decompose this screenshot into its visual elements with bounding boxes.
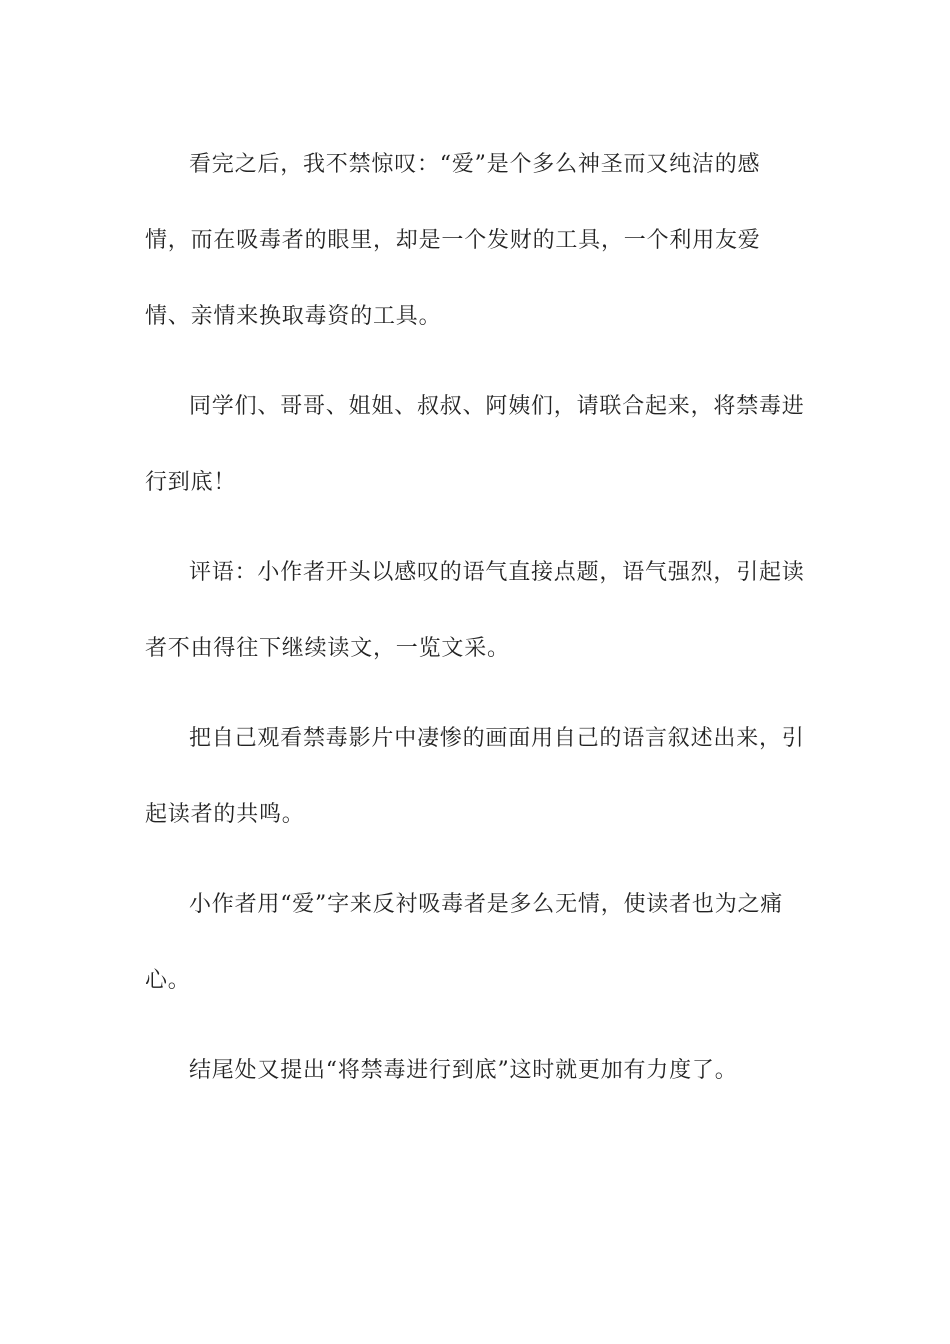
- paragraph-6: 结尾处又提出“将禁毒进行到底”这时就更加有力度了。: [189, 1058, 738, 1083]
- paragraph-2: 同学们、哥哥、姐姐、叔叔、阿姨们，请联合起来，将禁毒进行到底！: [145, 394, 805, 495]
- paragraph-1: 看完之后，我不禁惊叹：“爱”是个多么神圣而又纯洁的感情，而在吸毒者的眼里，却是一个发财的工具，一个利用友爱情、亲情来换取毒资的工具。: [145, 152, 761, 329]
- paragraph-4: 把自己观看禁毒影片中凄惨的画面用自己的语言叙述出来，引起读者的共鸣。: [145, 726, 805, 827]
- paragraph-5: 小作者用“爱”字来反衬吸毒者是多么无情，使读者也为之痛心。: [145, 892, 784, 993]
- document-body: [145, 127, 805, 1123]
- paragraph-3: 评语：小作者开头以感叹的语气直接点题，语气强烈，引起读者不由得往下继续读文，一览文采。: [145, 560, 805, 661]
